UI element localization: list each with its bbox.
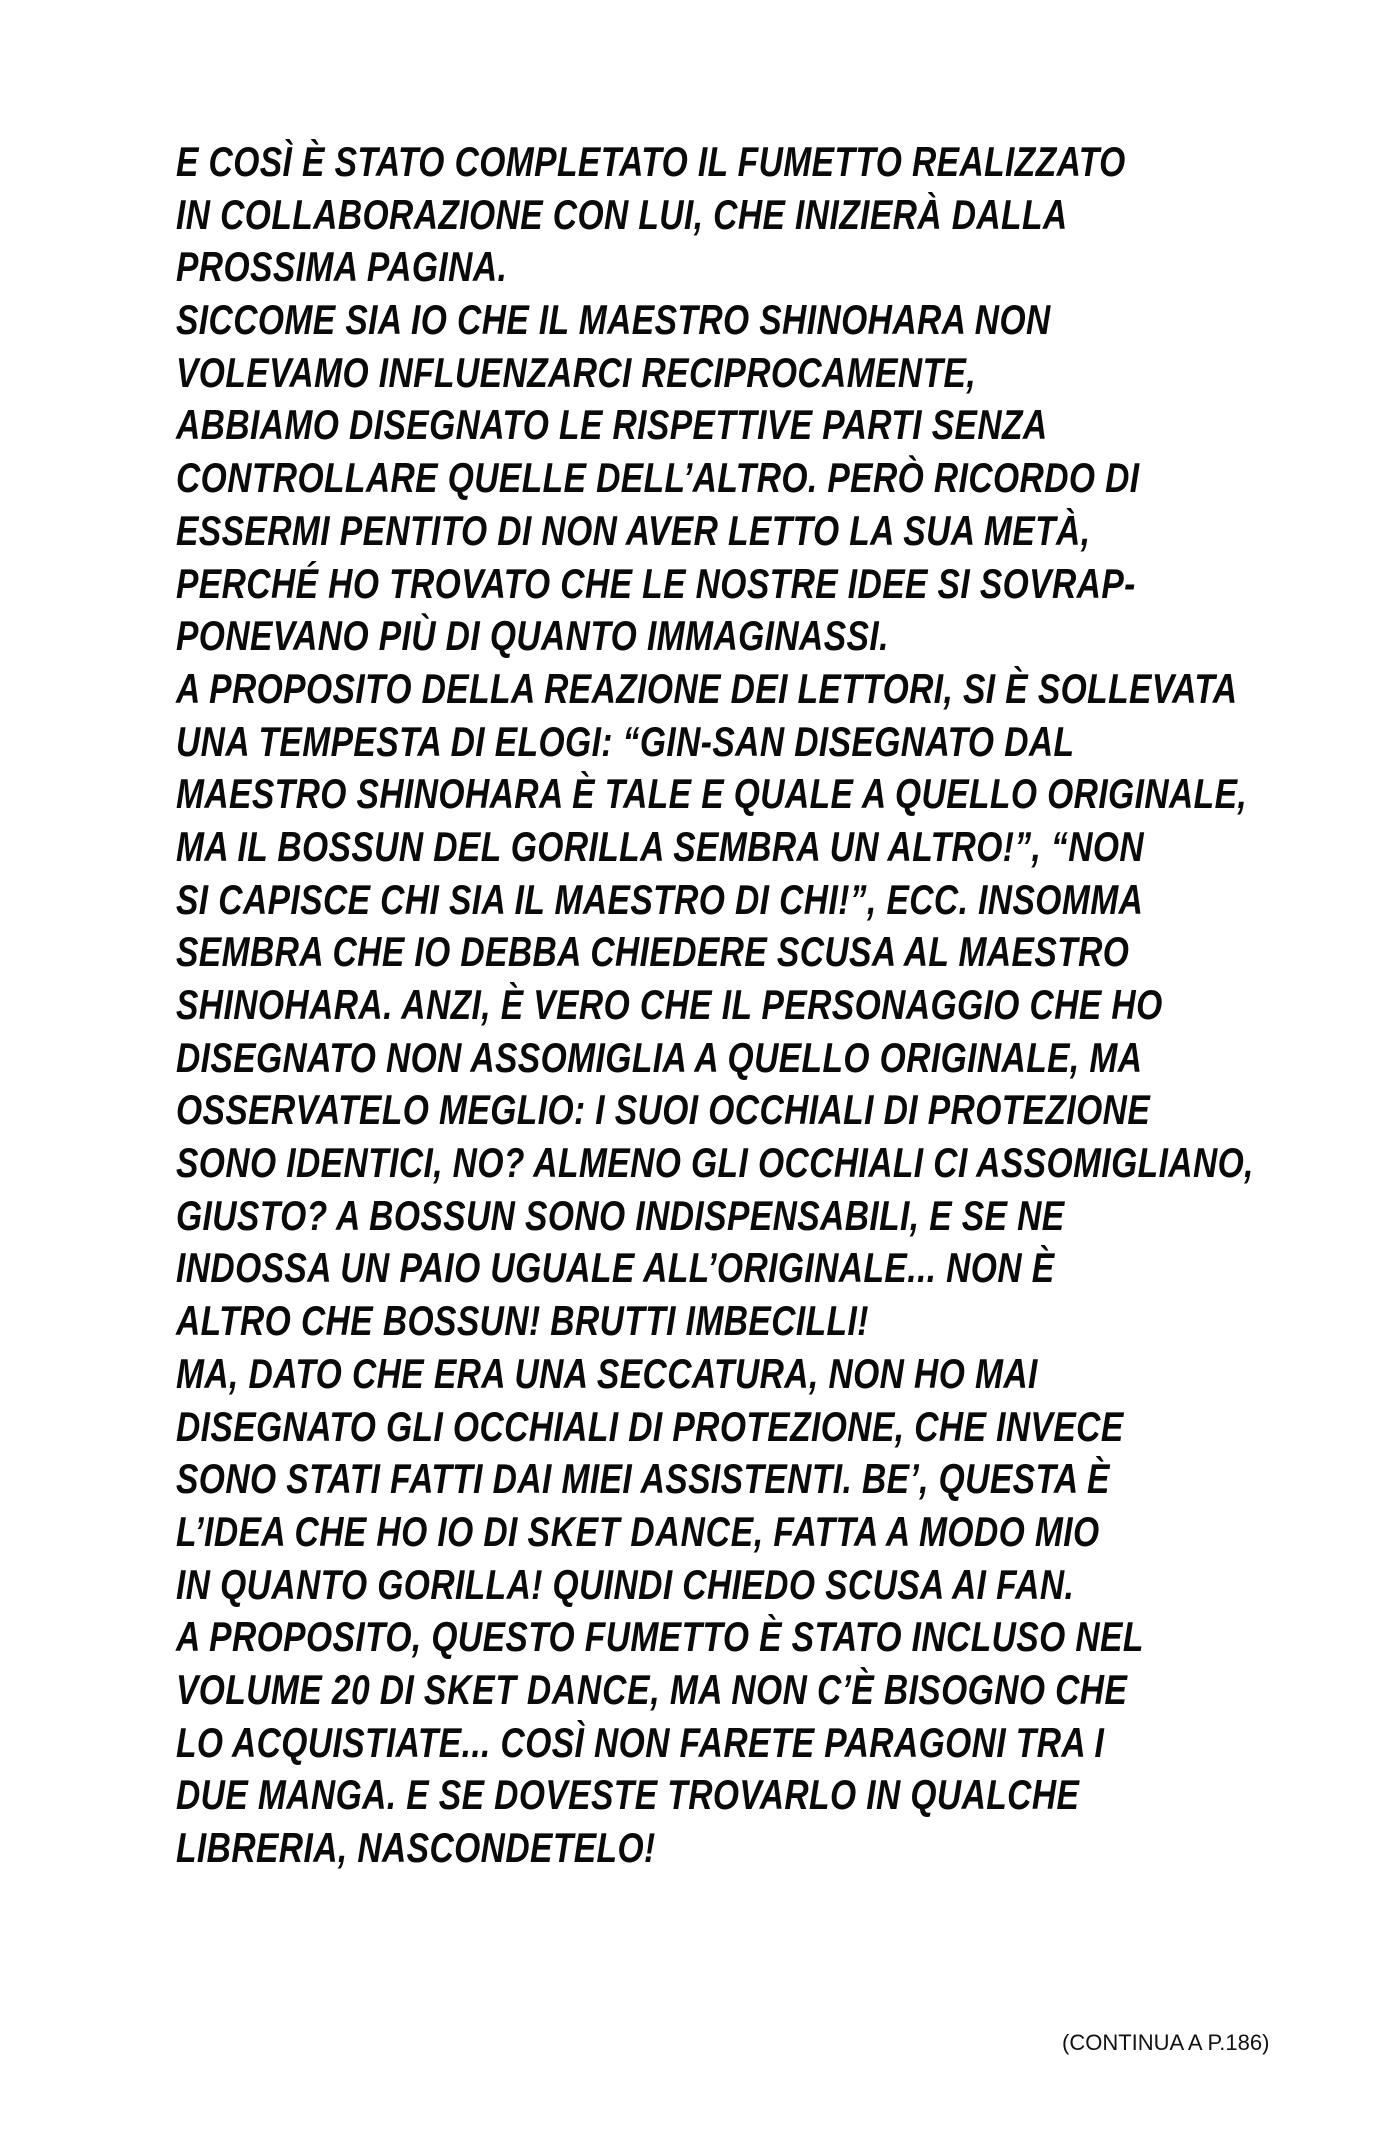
text-line: UNA TEMPESTA DI ELOGI: “GIN-SAN DISEGNATO DAL [176,717,1075,765]
text-line-with-title [176,1506,1100,1559]
text-line: DUE MANGA. E SE DOVESTE TROVARLO IN QUALCHE [176,1771,1080,1819]
text-line: MAESTRO SHINOHARA È TALE E QUALE A QUELLO ORIGINALE, [176,770,1248,818]
text-line: SONO IDENTICI, NO? ALMENO GLI OCCHIALI CI ASSOMIGLIANO, [176,1139,1254,1187]
text-line: OSSERVATELO MEGLIO: I SUOI OCCHIALI DI PROTEZIONE [176,1086,1151,1134]
manga-title: SKET DANCE [527,1507,754,1555]
continuation-note: (CONTINUA A P.186) [1062,2030,1270,2055]
text-line-with-title [176,1664,1128,1717]
text-line: PONEVANO PIÙ DI QUANTO IMMAGINASSI. [176,612,889,660]
text-line: SONO STATI FATTI DAI MIEI ASSISTENTI. BE’, QUESTA È [176,1455,1110,1503]
text-line: A PROPOSITO DELLA REAZIONE DEI LETTORI, SI È SOLLEVATA [176,664,1238,712]
text-line: GIUSTO? A BOSSUN SONO INDISPENSABILI, E SE NE [176,1191,1065,1239]
text-line: SICCOME SIA IO CHE IL MAESTRO SHINOHARA NON [176,296,1051,344]
text-line: IN QUANTO GORILLA! QUINDI CHIEDO SCUSA AI FAN. [176,1560,1075,1608]
text-line: ESSERMI PENTITO DI NON AVER LETTO LA SUA METÀ, [176,506,1091,554]
text-line: E COSÌ È STATO COMPLETATO IL FUMETTO REALIZZATO [176,138,1126,185]
text-line: A PROPOSITO, QUESTO FUMETTO È STATO INCLUSO NEL [176,1613,1144,1661]
text-line: LO ACQUISTIATE... COSÌ NON FARETE PARAGONI TRA I [176,1718,1105,1766]
text-line: IN COLLABORAZIONE CON LUI, CHE INIZIERÀ DALLA [176,190,1068,238]
text-line: VOLEVAMO INFLUENZARCI RECIPROCAMENTE, [176,348,977,396]
text-line: ALTRO CHE BOSSUN! BRUTTI IMBECILLI! [176,1297,869,1345]
text-line: SEMBRA CHE IO DEBBA CHIEDERE SCUSA AL MAESTRO [176,928,1130,976]
text-line: PROSSIMA PAGINA. [176,243,508,291]
text-fragment: , MA NON C’È BISOGNO CHE [650,1665,1128,1713]
text-line: CONTROLLARE QUELLE DELL’ALTRO. PERÒ RICORDO DI [176,454,1140,502]
text-fragment: VOLUME 20 DI [176,1665,424,1713]
text-line: DISEGNATO GLI OCCHIALI DI PROTEZIONE, CHE INVECE [176,1402,1124,1450]
afterword-text-block [176,136,1296,1875]
text-line: MA, DATO CHE ERA UNA SECCATURA, NON HO MAI [176,1349,1038,1397]
text-line: LIBRERIA, NASCONDETELO! [176,1824,656,1871]
text-line: ABBIAMO DISEGNATO LE RISPETTIVE PARTI SENZA [176,401,1048,449]
text-fragment: , FATTA A MODO MIO [753,1507,1100,1555]
text-fragment: L’IDEA CHE HO IO DI [176,1507,528,1555]
text-line: DISEGNATO NON ASSOMIGLIA A QUELLO ORIGINALE, MA [176,1033,1143,1081]
text-line: SHINOHARA. ANZI, È VERO CHE IL PERSONAGGIO CHE HO [176,981,1163,1028]
text-line: MA IL BOSSUN DEL GORILLA SEMBRA UN ALTRO!”, “NON [176,822,1145,870]
text-line: INDOSSA UN PAIO UGUALE ALL’ORIGINALE... NON È [176,1244,1055,1292]
text-line: PERCHÉ HO TROVATO CHE LE NOSTRE IDEE SI SOVRAP- [176,559,1136,607]
manga-title: SKET DANCE [423,1665,651,1713]
text-line: SI CAPISCE CHI SIA IL MAESTRO DI CHI!”, ECC. INSOMMA [176,875,1144,923]
